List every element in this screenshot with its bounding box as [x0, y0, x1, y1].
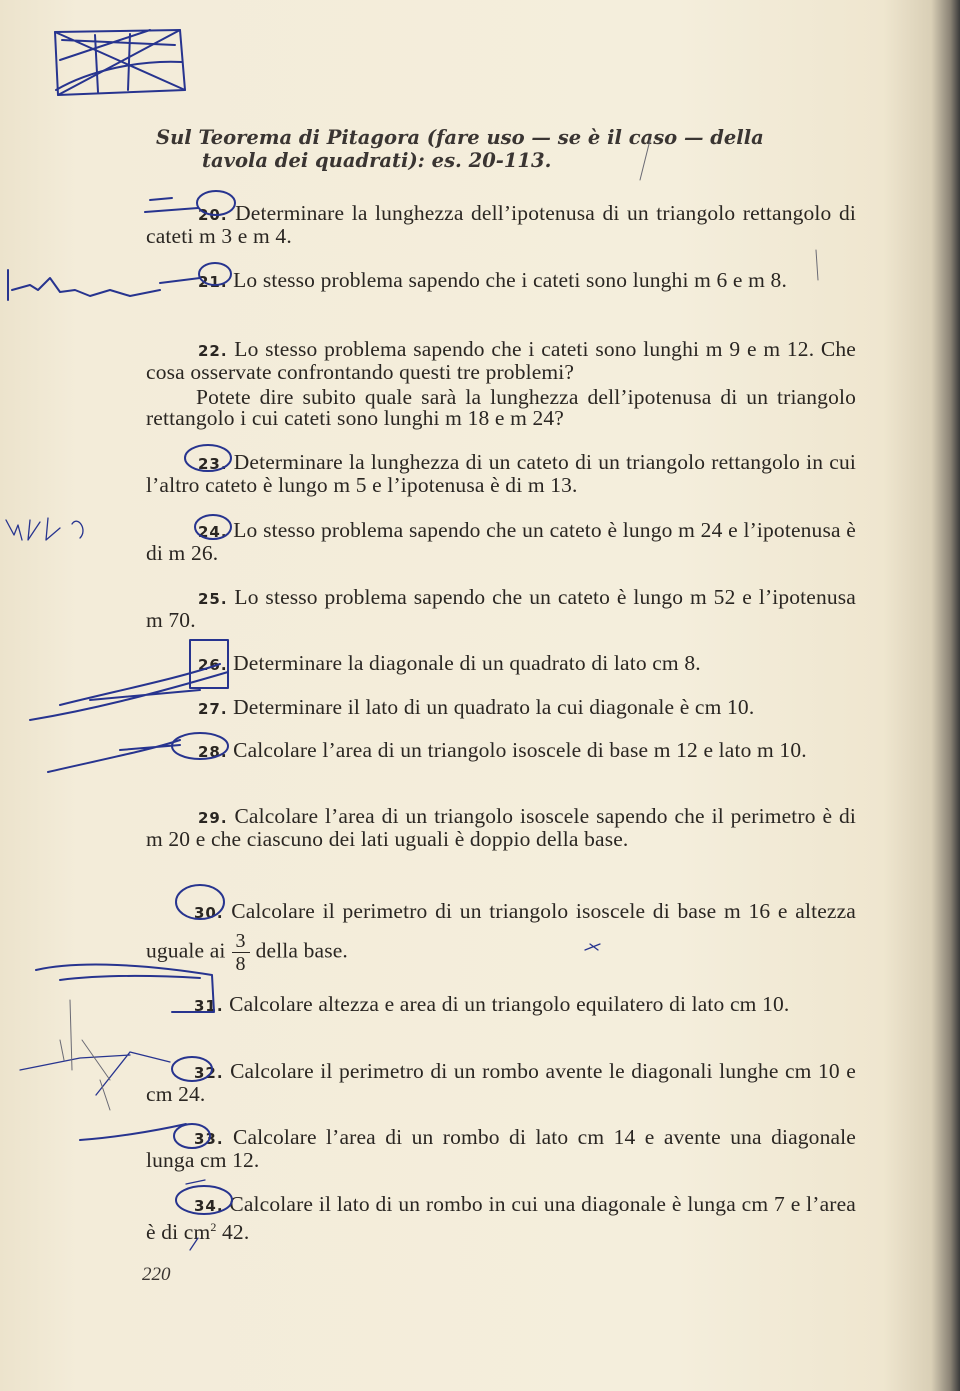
exercise-28 [146, 740, 856, 763]
exercise-number: 28. [198, 743, 228, 761]
section-heading [156, 126, 861, 172]
exercise-26 [146, 653, 856, 676]
exercise-23 [146, 452, 856, 496]
exercise-30 [146, 893, 856, 974]
exercise-number: 23. [198, 455, 228, 473]
exercise-34 [146, 1194, 856, 1243]
exercise-text: Lo stesso problema sapendo che i cateti sono lunghi m 6 e m 8. [233, 268, 787, 292]
exercise-text-after: della base. [255, 938, 348, 963]
exercise-number: 33. [194, 1130, 224, 1148]
exercise-text-continued: Potete dire subito quale sarà la lunghezza dell’ipotenusa di un triangolo rettangolo i cui cateti sono lunghi m 18 e m 24? [146, 385, 856, 430]
exercise-33 [146, 1127, 856, 1171]
exercise-22 [146, 339, 856, 429]
page-number: 220 [142, 1264, 171, 1285]
exercise-31 [146, 994, 856, 1017]
exercise-number: 20. [198, 206, 228, 224]
fraction-denominator: 8 [235, 953, 246, 975]
fraction [232, 931, 250, 974]
exercise-text: Calcolare il perimetro di un rombo avente le diagonali lunghe cm 10 e cm 24. [146, 1059, 857, 1106]
exercise-21 [146, 270, 856, 293]
exponent: 2 [210, 1220, 217, 1234]
exercise-25 [146, 587, 856, 631]
exercise-number: 25. [198, 590, 228, 608]
exercise-number: 24. [198, 523, 228, 541]
exercise-number: 34. [194, 1197, 224, 1215]
exercise-number: 31. [194, 997, 224, 1015]
exercise-text: Calcolare il lato di un rombo in cui una diagonale è lunga cm 7 e l’area è di cm [146, 1192, 857, 1245]
exercise-number: 32. [194, 1064, 224, 1082]
exercise-text: Lo stesso problema sapendo che un cateto è lungo m 24 e l’ipotenusa è di m 26. [146, 518, 856, 565]
exercise-text: Determinare la lunghezza dell’ipotenusa di un triangolo rettangolo di cateti m 3 e m 4. [146, 201, 856, 248]
exercise-number: 22. [198, 342, 228, 360]
exercise-text: Determinare la lunghezza di un cateto di un triangolo rettangolo in cui l’altro cateto è lungo m 5 e l’ipotenusa è di m 13. [146, 450, 857, 497]
heading-line-2: tavola dei quadrati): es. 20-113. [202, 149, 552, 172]
exercise-number: 21. [198, 273, 228, 291]
fraction-numerator: 3 [235, 930, 246, 952]
exercise-text: Calcolare l’area di un triangolo isoscele sapendo che il perimetro è di m 20 e che ciascuno dei lati uguali è doppio della base. [146, 804, 857, 851]
exercise-32 [146, 1061, 856, 1105]
exercise-20 [146, 203, 856, 247]
exercise-text-after: 42. [216, 1220, 250, 1245]
heading-line-1: Sul Teorema di Pitagora (fare uso — se è il caso — della [156, 126, 764, 149]
exercise-text: Calcolare il perimetro di un triangolo isoscele di base m 16 e altezza uguale ai [146, 899, 856, 963]
exercise-text: Calcolare l’area di un triangolo isoscele di base m 12 e lato m 10. [233, 738, 807, 762]
exercise-number: 27. [198, 700, 228, 718]
exercise-number: 30. [194, 904, 224, 922]
exercise-text: Calcolare altezza e area di un triangolo equilatero di lato cm 10. [229, 992, 790, 1016]
exercise-text: Calcolare l’area di un rombo di lato cm 14 e avente una diagonale lunga cm 12. [146, 1125, 856, 1172]
exercise-text: Lo stesso problema sapendo che un cateto è lungo m 52 e l’ipotenusa m 70. [146, 585, 857, 632]
exercise-number: 26. [198, 656, 228, 674]
exercise-text: Determinare la diagonale di un quadrato di lato cm 8. [233, 651, 701, 675]
exercise-27 [146, 697, 856, 720]
exercise-29 [146, 806, 856, 850]
exercise-text: Lo stesso problema sapendo che i cateti sono lunghi m 9 e m 12. Che cosa osservate confrontando questi tre problemi? [146, 337, 856, 384]
exercise-24 [146, 520, 856, 564]
exercise-text: Determinare il lato di un quadrato la cui diagonale è cm 10. [233, 695, 755, 719]
exercise-number: 29. [198, 809, 228, 827]
